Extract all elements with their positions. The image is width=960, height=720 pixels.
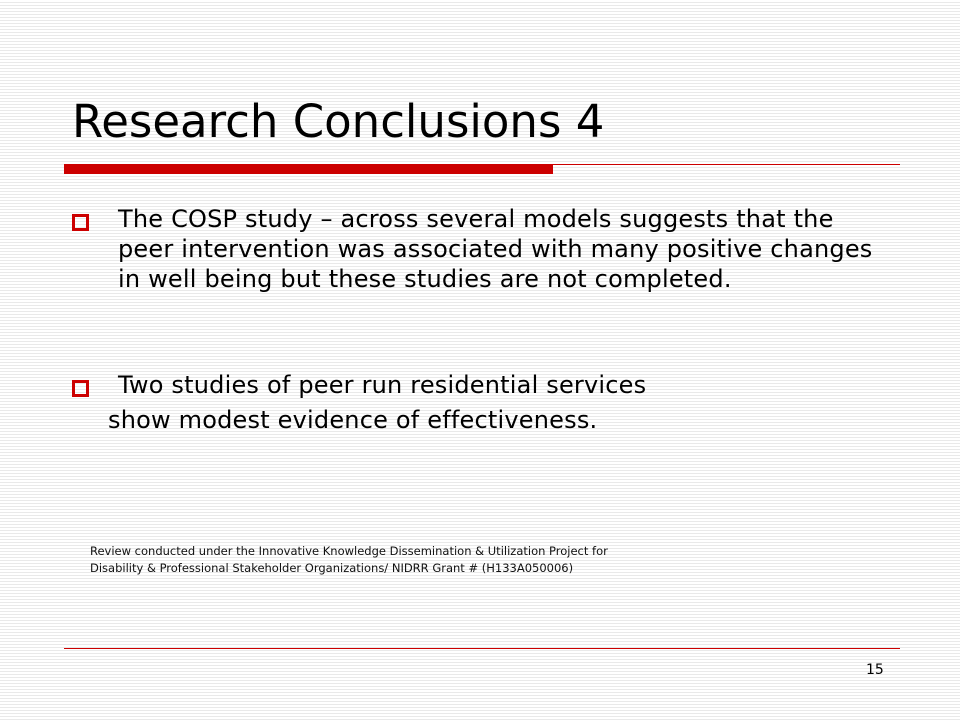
slide-title: Research Conclusions 4	[72, 95, 605, 148]
bullet-text-1: The COSP study – across several models suggests that the peer intervention was associated with many positive changes in well being but these studies are not completed.	[118, 205, 873, 293]
title-underline-thick	[64, 164, 553, 174]
title-underline-thin	[553, 164, 900, 165]
footnote-line-2: Disability & Professional Stakeholder Organizations/ NIDRR Grant # (H133A050006)	[90, 560, 574, 575]
bullet-text-2: Two studies of peer run residential services	[118, 371, 647, 399]
footer-divider	[64, 648, 900, 649]
footnote	[90, 543, 790, 576]
page-number: 15	[866, 662, 884, 678]
footnote-line-1: Review conducted under the Innovative Knowledge Dissemination & Utilization Project for	[90, 544, 608, 558]
square-bullet-icon	[72, 214, 89, 231]
bullet-continuation: show modest evidence of effectiveness.	[108, 406, 598, 434]
square-bullet-icon	[72, 380, 89, 397]
